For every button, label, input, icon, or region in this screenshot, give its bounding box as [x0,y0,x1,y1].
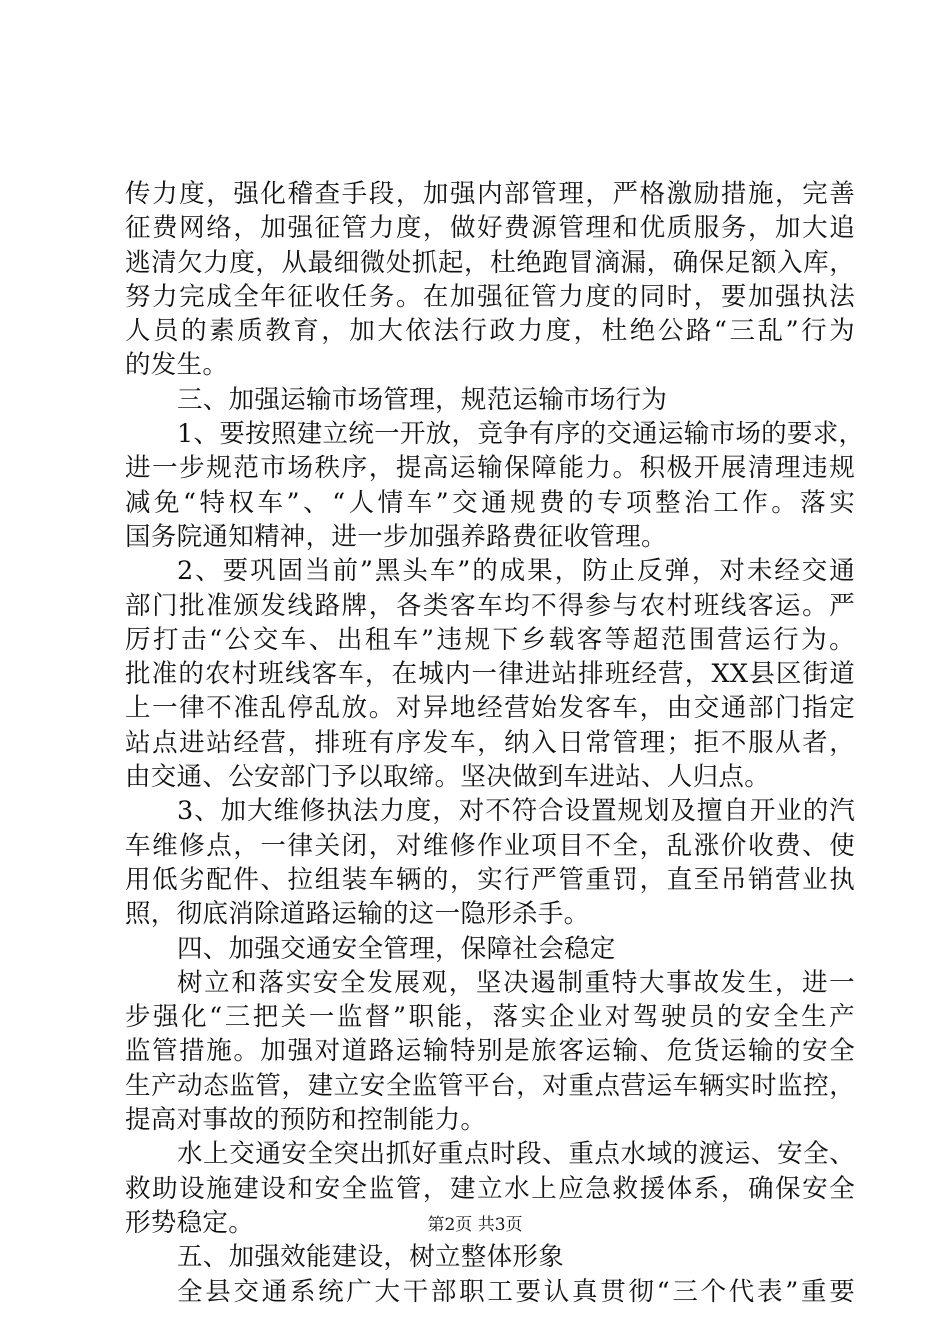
text-line: 形势稳定。 [125,1207,255,1238]
text-line: 生产动态监管，建立安全监管平台，对重点营运车辆实时监控， [125,1070,855,1101]
page-number-footer: 第2页 共3页 [427,1215,523,1235]
text-line: 车维修点，一律关闭，对维修作业项目不全，乱涨价收费、使 [125,830,855,861]
text-line: 由交通、公安部门予以取缔。坚决做到车进站、人归点。 [125,762,771,793]
text-line: 3、加大维修执法力度，对不符合设置规划及擅自开业的汽 [177,796,855,827]
text-line: 2、要巩固当前”黑头车”的成果，防止反弹，对未经交通 [177,556,855,587]
text-line: 减免“特权车”、“人情车”交通规费的专项整治工作。落实 [125,487,855,518]
text-line: 树立和落实安全发展观，坚决遏制重特大事故发生，进一 [177,967,855,998]
text-line: 逃清欠力度，从最细微处抓起，杜绝跑冒滴漏，确保足额入库， [125,247,855,278]
text-line: 部门批准颁发线路牌，各类客车均不得参与农村班线客运。严 [125,590,855,621]
document-body [125,177,865,1309]
text-line: 照，彻底消除道路运输的这一隐形杀手。 [125,899,590,930]
text-line: 站点进站经营，排班有序发车，纳入日常管理；拒不服从者， [125,727,855,758]
text-line: 用低劣配件、拉组装车辆的，实行严管重罚，直至吊销营业执 [125,864,855,895]
text-line: 1、要按照建立统一开放，竞争有序的交通运输市场的要求， [177,419,865,450]
text-line: 上一律不准乱停乱放。对异地经营始发客车，由交通部门指定 [125,693,855,724]
text-line: 的发生。 [125,350,229,381]
text-line: 救助设施建设和安全监管，建立水上应急救援体系，确保安全 [125,1173,855,1204]
section-heading-4: 四、加强交通安全管理，保障社会稳定 [177,933,616,964]
text-line: 厉打击“公交车、出租车”违规下乡载客等超范围营运行为。 [125,624,855,655]
text-line: 提高对事故的预防和控制能力。 [125,1105,487,1136]
text-line: 批准的农村班线客车，在城内一律进站排班经营，XX县区街道 [125,659,855,690]
text-line: 人员的素质教育，加大依法行政力度，杜绝公路“三乱”行为 [125,316,855,347]
text-line: 全县交通系统广大干部职工要认真贯彻“三个代表”重要 [177,1276,855,1307]
section-heading-3: 三、加强运输市场管理，规范运输市场行为 [177,384,668,415]
text-line: 水上交通安全突出抓好重点时段、重点水域的渡运、安全、 [177,1139,855,1170]
text-line: 监管措施。加强对道路运输特别是旅客运输、危货运输的安全 [125,1036,855,1067]
text-line: 国务院通知精神，进一步加强养路费征收管理。 [125,521,667,552]
text-line: 征费网络，加强征管力度，做好费源管理和优质服务，加大追 [125,213,855,244]
text-line: 传力度，强化稽查手段，加强内部管理，严格激励措施，完善 [125,179,855,209]
text-line: 进一步规范市场秩序，提高运输保障能力。积极开展清理违规 [125,453,855,484]
section-heading-5: 五、加强效能建设，树立整体形象 [177,1242,565,1273]
text-line: 努力完成全年征收任务。在加强征管力度的同时，要加强执法 [125,281,855,312]
text-line: 步强化“三把关一监督”职能，落实企业对驾驶员的安全生产 [125,1002,855,1033]
